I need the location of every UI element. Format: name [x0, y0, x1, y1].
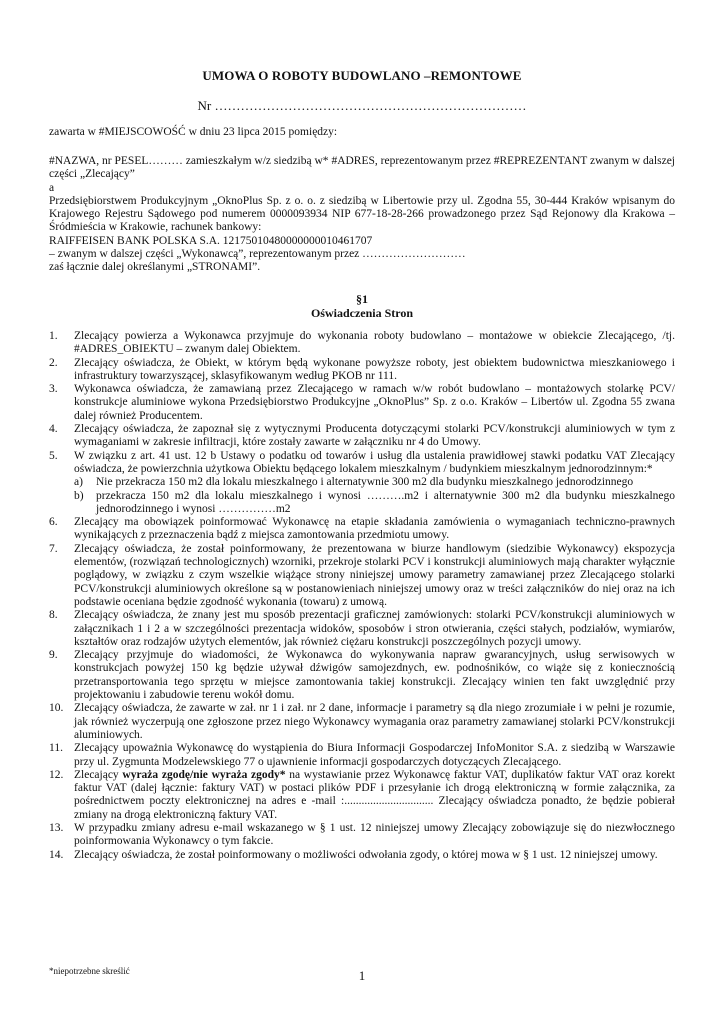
option-letter: b)	[74, 489, 84, 502]
clause-number: 5.	[49, 449, 58, 462]
section-mark: §1	[356, 292, 368, 306]
clause-text: Zlecający oświadcza, że znany jest mu sposób prezentacji graficznej zamówionych: stolarki PCV/konstrukcji aluminiowych w załącznikach 1 i 2 a w szczególności prezentacja widoków, sposobów i stron otwierania, części stałych, podziałów, wymiarów, kształtów oraz rodzajów użytych elementów, jak również ciężaru konstrukcji poszczególnych pozycji umowy.	[74, 609, 675, 648]
clause-9	[49, 649, 675, 702]
clause-2	[49, 357, 675, 384]
document-title: UMOWA O ROBOTY BUDOWLANO –REMONTOWE	[202, 68, 522, 83]
clause-text: Zlecający oświadcza, że Obiekt, w którym będą wykonane powyższe roboty, jest obiektem budownictwa mieszkaniowego i infrastruktury towarzyszącej, sklasyfikowanym według PKOB nr 111.	[74, 356, 675, 382]
option-text: Nie przekracza 150 m2 dla lokalu mieszkalnego i alternatywnie 300 m2 dla budynku mieszkalnego jednorodzinnego	[96, 476, 634, 489]
consent-separator: /	[189, 768, 194, 781]
clause-11	[49, 742, 675, 769]
clause-1	[49, 330, 675, 357]
option-letter: a)	[74, 476, 83, 489]
no-consent-option: nie wyraża zgody*	[193, 768, 286, 781]
clause-text: Zlecający przyjmuje do wiadomości, że Wykonawca do wykonywania napraw gwarancyjnych, usług serwisowych w konstrukcjach powyżej 150 kg będzie używał dźwigów samojezdnych, ew. podnośników, co wiąże się z koniecznością przetransportowania tego sprzętu w miejsce zamontowania takiej konstrukcji. Zlecający winien ten fakt uwzględnić przy projektowaniu i zabudowie terenu wokół domu.	[74, 649, 675, 702]
contract-place-date: zawarta w #MIEJSCOWOŚĆ w dniu 23 lipca 2015 pomiędzy:	[49, 126, 338, 138]
party-client: #NAZWA, nr PESEL……… zamieszkałym w/z siedzibą w* #ADRES, reprezentowanym przez #REPREZENTANT zwanym w dalszej części „Zlecający”	[49, 155, 675, 181]
clause-text: Zlecający upoważnia Wykonawcę do wystąpienia do Biura Informacji Gospodarczej InfoMonitor S.A. z siedzibą w Warszawie przy ul. Zygmunta Modzelewskiego 77 o ujawnienie informacji gospodarczych dotyczących Zlecającego.	[74, 742, 675, 768]
clause-5	[49, 450, 675, 516]
clause-text: Zlecający powierza a Wykonawca przyjmuje do wykonania roboty budowlano – montażowe w obiekcie Zlecającego, /tj. #ADRES_OBIEKTU – zwanym dalej Obiektem.	[74, 330, 675, 356]
party-contractor: Przedsiębiorstwem Produkcyjnym „OknoPlus Sp. z o. o. z siedzibą w Libertowie przy ul. Zgodna 55, 30-444 Kraków wpisanym do Krajowego Rejestru Sądowego pod numerem 0000093934 NIP 677-18-28-266 prowadzonego przez Sąd Rejonowy dla Krakowa – Śródmieścia w Krakowie, rachunek bankowy:	[49, 195, 675, 234]
clause-number: 14.	[49, 848, 64, 861]
clause-text: Zlecający oświadcza, że zawarte w zał. nr 1 i zał. nr 2 dane, informacje i parametry są dla niego zrozumiałe i w pełni je rozumie, jak również wyczerpują one zgłoszone przez niego Wykonawcy wymagania oraz parametry zamawianej stolarki PCV/konstrukcji aluminiowych.	[74, 702, 675, 741]
section-title: Oświadczenia Stron	[310, 306, 414, 320]
clause-number: 2.	[49, 356, 58, 369]
consent-option: wyraża zgodę	[122, 768, 190, 781]
parties-definition: zaś łącznie dalej określanymi „STRONAMI”.	[49, 261, 261, 273]
clause-number: 8.	[49, 609, 58, 622]
clause-14	[49, 849, 675, 862]
contractor-representative: – zwanym w dalszej części „Wykonawcą”, reprezentowanym przez ………………………	[49, 248, 466, 260]
clause-text: Wykonawca oświadcza, że zamawianą przez Zlecającego w ramach w/w robót budowlano – montażowych stolarkę PCV/ konstrukcje aluminiowe wykona Przedsiębiorstwo Produkcyjne „OknoPlus” Sp. z o.o. Kraków – Libertów ul. Zgodna 55 zwana dalej również Producentem.	[74, 383, 675, 422]
clause-text: W przypadku zmiany adresu e-mail wskazanego w § 1 ust. 12 niniejszej umowy Zlecający zobowiązuje się do niezwłocznego poinformowania Wykonawcy o tym fakcie.	[74, 821, 675, 848]
page-number: 1	[358, 968, 366, 983]
clause-text: Zlecający ma obowiązek poinformować Wykonawcę na etapie składania zamówienia o wymaganiach techniczno-prawnych wynikających z przeznaczenia bądź z miejsca zamontowania przedmiotu umowy.	[74, 516, 675, 542]
clause-number: 12.	[49, 768, 64, 781]
option-b	[74, 490, 675, 517]
contract-number: Nr ………………………………………………………………	[197, 98, 527, 113]
clause-text: Zlecający oświadcza, że został poinformowany, że prezentowana w biurze handlowym (siedzibie Wykonawcy) ekspozycja elementów, (rozwiązań technologicznych) wzorniki, przekroje stolarki PCV i konstrukcji aluminiowych mają charakter wyłącznie poglądowy, w związku z czym wszelkie wiążące strony niniejszej umowy parametry zamawianej przez Zlecającego stolarki PCV/konstrukcji aluminiowych określone są w postanowieniach niniejszej umowy oraz w treści załączników do niej oraz na ich podstawie oceniana będzie zgodność wykonania (towaru) z umową.	[74, 542, 675, 608]
clause-12	[49, 769, 675, 822]
clause-text: Zlecający oświadcza, że został poinformowany o możliwości odwołania zgody, o której mowa w § 1 ust. 12 niniejszej umowy.	[74, 848, 658, 861]
clause-number: 11.	[49, 742, 63, 755]
clause-text: Zlecający oświadcza, że zapoznał się z wytycznymi Producenta dotyczącymi stolarki PCV/konstrukcji aluminiowych w tym z wymaganiami w zakresie infiltracji, które zostały zawarte w załączniku nr 4 do Umowy.	[74, 423, 675, 449]
clause-number: 7.	[49, 542, 58, 555]
clause-7	[49, 543, 675, 609]
clause-number: 3.	[49, 383, 58, 396]
clause-number: 1.	[49, 330, 58, 342]
clause-3	[49, 383, 675, 423]
clause-6	[49, 516, 675, 543]
option-a	[74, 476, 675, 489]
clause-13	[49, 822, 675, 849]
clause-number: 13.	[49, 821, 64, 834]
clause-5-options	[74, 476, 675, 516]
clause-number: 4.	[49, 423, 58, 436]
clauses-list	[49, 330, 675, 862]
clause-number: 9.	[49, 649, 58, 662]
clause-4	[49, 423, 675, 450]
option-text: przekracza 150 m2 dla lokalu mieszkalnego i wynosi ……….m2 i alternatywnie 300 m2 dla budynku mieszkalnego jednorodzinnego i wynosi ……………m2	[96, 489, 675, 515]
clause-number: 10.	[49, 702, 64, 715]
conjunction-and: a	[49, 182, 55, 194]
clause-text: W związku z art. 41 ust. 12 b Ustawy o podatku od towarów i usług dla ustalenia prawidłowej stawki podatku VAT Zlecający oświadcza, że powierzchnia użytkowa Obiektu będącego lokalem mieszkalnym / budynkiem mieszkalnym jednorodzinnym:*	[74, 449, 675, 475]
clause-text-pre: Zlecający	[74, 768, 123, 781]
bank-account: RAIFFEISEN BANK POLSKA S.A. 12175010480000000010461707	[49, 235, 373, 247]
clause-8	[49, 609, 675, 649]
clause-number: 6.	[49, 516, 58, 529]
clause-text-post: na wystawianie przez Wykonawcę faktur VAT, duplikatów faktur VAT oraz korekt faktur VAT (dalej łącznie: faktury VAT) w postaci plików PDF i przesyłanie ich drogą elektroniczną w formie załącznika, za pośrednictwem poczty elektronicznej na adres e -mail :............................... Zlecający oświadcza ponadto, że będzie pobierał zmiany na drogą elektroniczną faktury VAT.	[74, 768, 675, 821]
footnote: *niepotrzebne skreślić	[49, 966, 130, 976]
clause-10	[49, 702, 675, 742]
